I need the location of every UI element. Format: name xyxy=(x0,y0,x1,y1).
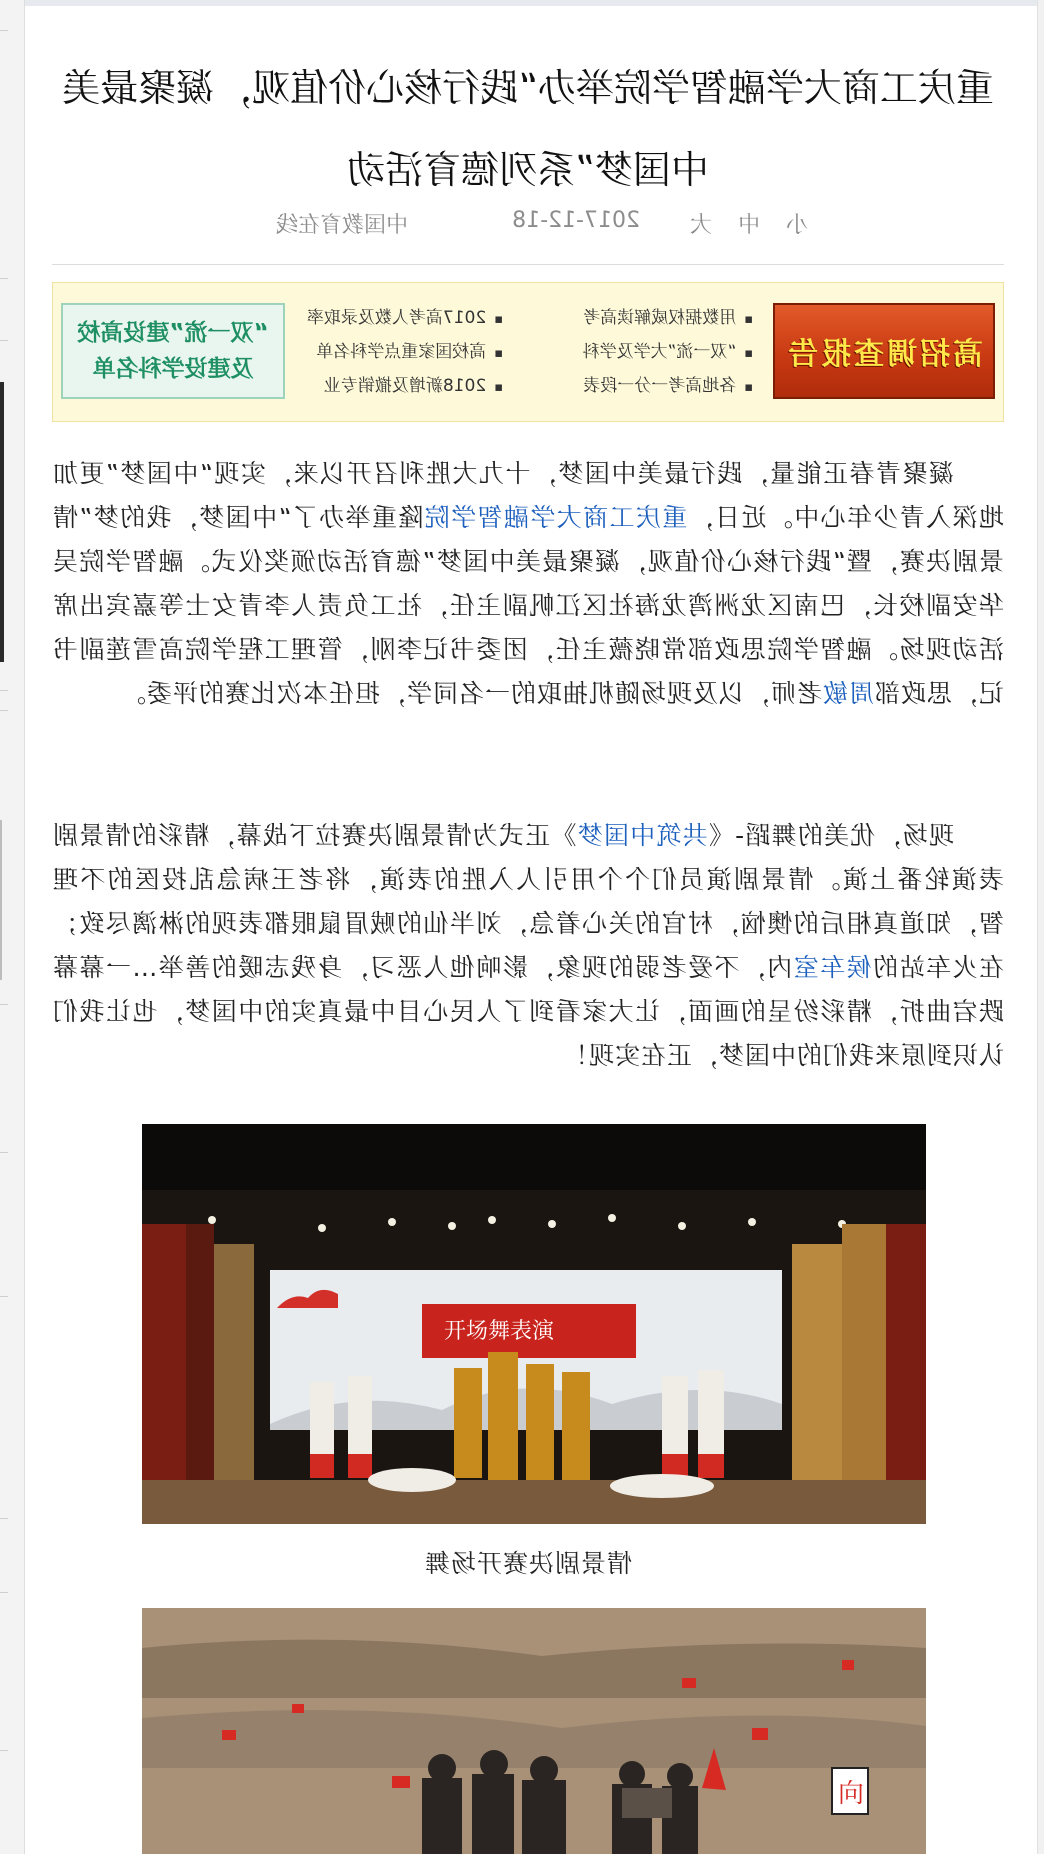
side-tick xyxy=(0,1518,8,1519)
article-meta xyxy=(52,200,1004,244)
stage-dance-photo xyxy=(142,1124,926,1524)
ad-links-column-1 xyxy=(583,301,753,403)
paragraph-text: 现场，优美的舞蹈-《 xyxy=(707,821,954,850)
paragraph-text: 老师，以及现场随机抽取的一名同学，担任本次比赛的评委。 xyxy=(119,679,822,708)
font-size-small-button[interactable]: 小 xyxy=(785,213,808,238)
side-tick xyxy=(0,278,8,279)
side-tick xyxy=(0,710,8,711)
ad-link[interactable]: ▪ 2017高考人数及录取率 xyxy=(307,301,503,335)
badge-line: 及建设学科名单 xyxy=(92,356,254,382)
gaokao-survey-badge[interactable]: 高招调查报告 xyxy=(773,303,995,399)
page-scrollbar[interactable] xyxy=(1037,0,1044,1854)
dance-link[interactable]: 共筑中国梦 xyxy=(576,821,708,850)
college-link[interactable]: 重庆工商大学融智学院 xyxy=(423,503,688,532)
article-title: 重庆工商大学融智学院举办“践行核心价值观，凝聚最美中国梦”系列德育活动 xyxy=(62,66,994,193)
side-panel-strip xyxy=(0,0,25,1854)
article-source: 中国教育在线 xyxy=(275,213,408,238)
teacher-link[interactable]: 周敏 xyxy=(821,679,874,708)
ad-link[interactable]: ▪ “双一流”大学及学科 xyxy=(583,335,753,369)
side-tick xyxy=(0,1296,8,1297)
drama-backdrop-photo xyxy=(142,1608,926,1854)
side-tick xyxy=(0,1750,8,1751)
ad-links-column-2 xyxy=(307,301,503,403)
side-tick xyxy=(0,1004,8,1005)
waiting-room-link[interactable]: 候车室 xyxy=(792,953,872,982)
body-paragraph-1 xyxy=(52,452,1004,804)
photo-caption: 情景剧决赛开场舞 xyxy=(424,1549,633,1578)
gaokao-ad-banner[interactable] xyxy=(52,282,1004,422)
ad-link[interactable]: ▪ 用数据权威解读高考 xyxy=(583,301,753,335)
paragraph-text: 隆重举办了“中国梦，我的梦”情景剧决赛，暨“践行核心价值观，凝聚最美中国梦”德育活动颁奖仪式。融智学院吴华安副校长，巴南区龙洲湾龙海社区江帆副主任，社工负责人李青女士等嘉宾出席活动现场。融智学院思政部常晓薇主任，团委书记李刚，管理工程学院高雪莲副书记，思政部 xyxy=(52,503,1004,708)
side-tick xyxy=(0,340,8,341)
article xyxy=(52,0,1004,1854)
side-divider xyxy=(0,820,2,980)
publish-date: 2017-12-18 xyxy=(512,208,640,233)
paragraph-text: 凝聚青春正能量，践行最美中国梦，十九大胜利召开以来，实现“中国梦”更加地深入青少年心中。近日， xyxy=(52,459,1004,532)
side-tick xyxy=(0,1592,8,1593)
ad-link[interactable]: ▪ 高校国家重点学科名单 xyxy=(307,335,503,369)
body-paragraph-2 xyxy=(52,814,1004,1122)
paragraph-text: 》正式为情景剧决赛拉下战幕，精彩的情景剧表演轮番上演。情景剧演员们个个用引人入胜的表演，将老王病急乱投医的不理智，知道真相后的懊恼，村官的关心着急，刘半仙的贼眉鼠眼都表现的淋漓尽致；在火车站的 xyxy=(52,821,1004,982)
meta-divider xyxy=(52,264,1004,265)
stage-scene xyxy=(142,1124,926,1524)
scroll-indicator[interactable] xyxy=(0,382,4,662)
font-size-medium-button[interactable]: 中 xyxy=(737,213,760,238)
font-size-large-button[interactable]: 大 xyxy=(689,213,712,238)
paragraph-text: 内，不爱老弱的现象，影响他人恶习，身残志暖的善举…一幕幕跌宕曲折，精彩纷呈的画面，让大家看到了人民心目中最真实的中国梦，也让我们认识到原来我们的中国梦，正在实现！ xyxy=(52,953,1004,1070)
drama-scene xyxy=(142,1608,926,1854)
ad-link[interactable]: ▪ 各地高考一分一段表 xyxy=(583,369,753,403)
screen-banner-text: 开场舞表演 xyxy=(444,1319,555,1344)
badge-line: “双一流”建设高校 xyxy=(77,320,269,346)
side-tick xyxy=(0,690,8,691)
protest-sign-text: 向 xyxy=(838,1779,865,1809)
side-tick xyxy=(0,1152,8,1153)
side-tick xyxy=(0,30,8,31)
ad-link[interactable]: ▪ 2018新增及撤销专业 xyxy=(307,369,503,403)
double-first-class-badge[interactable] xyxy=(61,303,285,399)
